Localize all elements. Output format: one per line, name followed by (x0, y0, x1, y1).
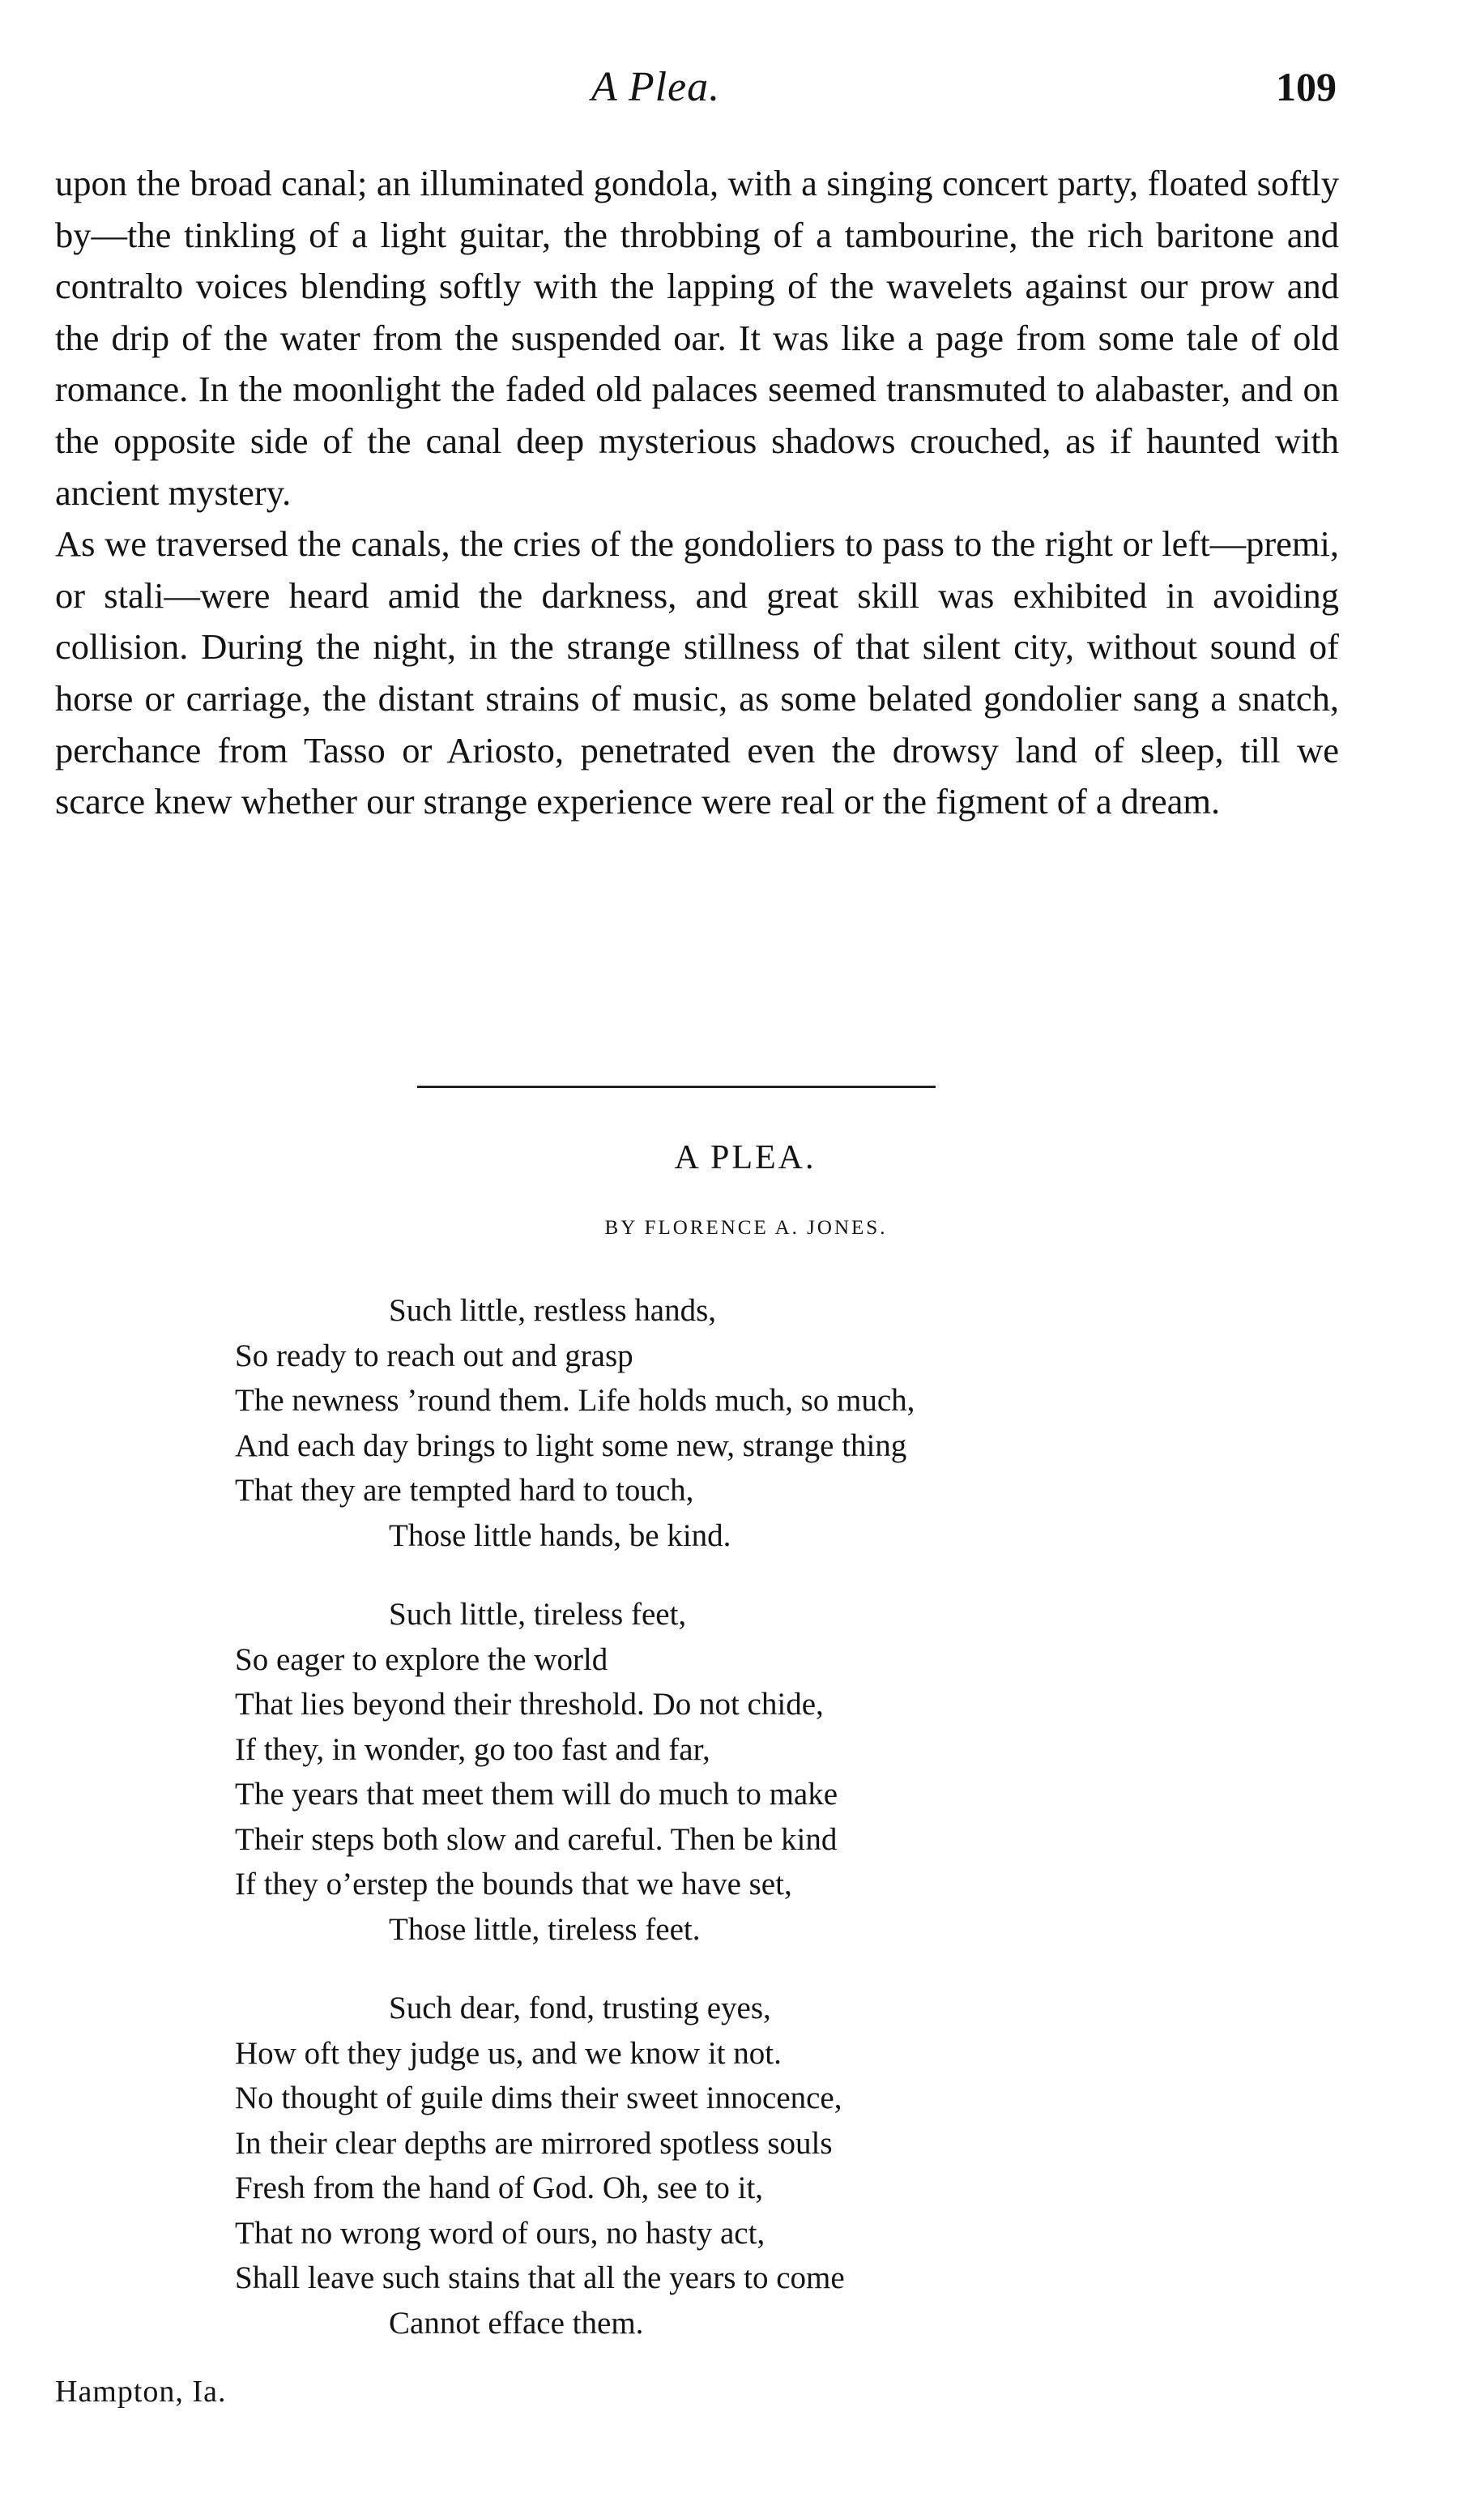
poem-line: Those little hands, be kind. (389, 1517, 731, 1553)
prose-paragraph: upon the broad canal; an illuminated gondola, with a singing concert party, floated softly by—the tinkling of a light guitar, the throbbing of a tambourine, the rich baritone and contralto voices blending softly with the lapping of the wavelets against our prow and the drip of the water from the suspended oar. It was like a page from some tale of old romance. In the moonlight the faded old palaces seemed transmuted to alabaster, and on the opposite side of the canal deep mysterious shadows crouched, as if haunted with ancient mystery. (55, 163, 1339, 513)
stanza (235, 1592, 1288, 1952)
section-divider (417, 1086, 936, 1088)
poem-line: No thought of guile dims their sweet innocence, (235, 2081, 842, 2115)
running-title: A Plea. (591, 64, 721, 110)
poem-line: Such dear, fond, trusting eyes, (389, 1991, 771, 2025)
poem-byline: BY FLORENCE A. JONES. (604, 1217, 888, 1239)
poem-line: Their steps both slow and careful. Then be kind (235, 1821, 838, 1857)
poem-line: If they, in wonder, go too fast and far, (235, 1731, 710, 1767)
poem-line: That no wrong word of ours, no hasty act, (235, 2215, 765, 2251)
poem-line: How oft they judge us, and we know it not. (235, 2035, 782, 2071)
poem-line: That lies beyond their threshold. Do not chide, (235, 1687, 824, 1722)
prose-section (55, 158, 1339, 828)
poem-line: Fresh from the hand of God. Oh, see to it, (235, 2170, 764, 2205)
poem-line: So eager to explore the world (235, 1641, 608, 1677)
poem-body (235, 1288, 1288, 2380)
poem-line: And each day brings to light some new, strange thing (235, 1428, 907, 1463)
poem-line: Shall leave such stains that all the years to come (235, 2260, 845, 2295)
stanza (235, 1288, 1288, 1558)
poem-line: Those little, tireless feet. (389, 1911, 701, 1947)
page-number: 109 (1276, 64, 1337, 109)
poem-place: Hampton, Ia. (55, 2375, 227, 2409)
poem-line: The years that meet them will do much to make (235, 1777, 838, 1812)
poem-line: If they o’erstep the bounds that we have set, (235, 1867, 792, 1902)
running-head (57, 63, 1337, 120)
poem-line: So ready to reach out and grasp (235, 1338, 633, 1373)
poem-line: In their clear depths are mirrored spotless souls (235, 2125, 833, 2161)
poem-title: A PLEA. (674, 1139, 817, 1176)
poem-line: The newness ’round them. Life holds much, so much, (235, 1383, 915, 1418)
prose-paragraph: As we traversed the canals, the cries of the gondoliers to pass to the right or left—premi, or stali—were heard amid the darkness, and great skill was exhibited in avoiding collision. During the night, in the strange stillness of that silent city, without sound of horse or carriage, the distant strains of music, as some belated gondolier sang a snatch, perchance from Tasso or Ariosto, penetrated even the drowsy land of sleep, till we scarce knew whether our strange experience were real or the figment of a dream. (55, 523, 1339, 822)
poem-line: That they are tempted hard to touch, (235, 1473, 694, 1508)
poem-line: Such little, restless hands, (389, 1293, 717, 1328)
stanza (235, 1986, 1288, 2345)
poem-line: Such little, tireless feet, (389, 1597, 687, 1632)
poem-line: Cannot efface them. (389, 2305, 644, 2341)
